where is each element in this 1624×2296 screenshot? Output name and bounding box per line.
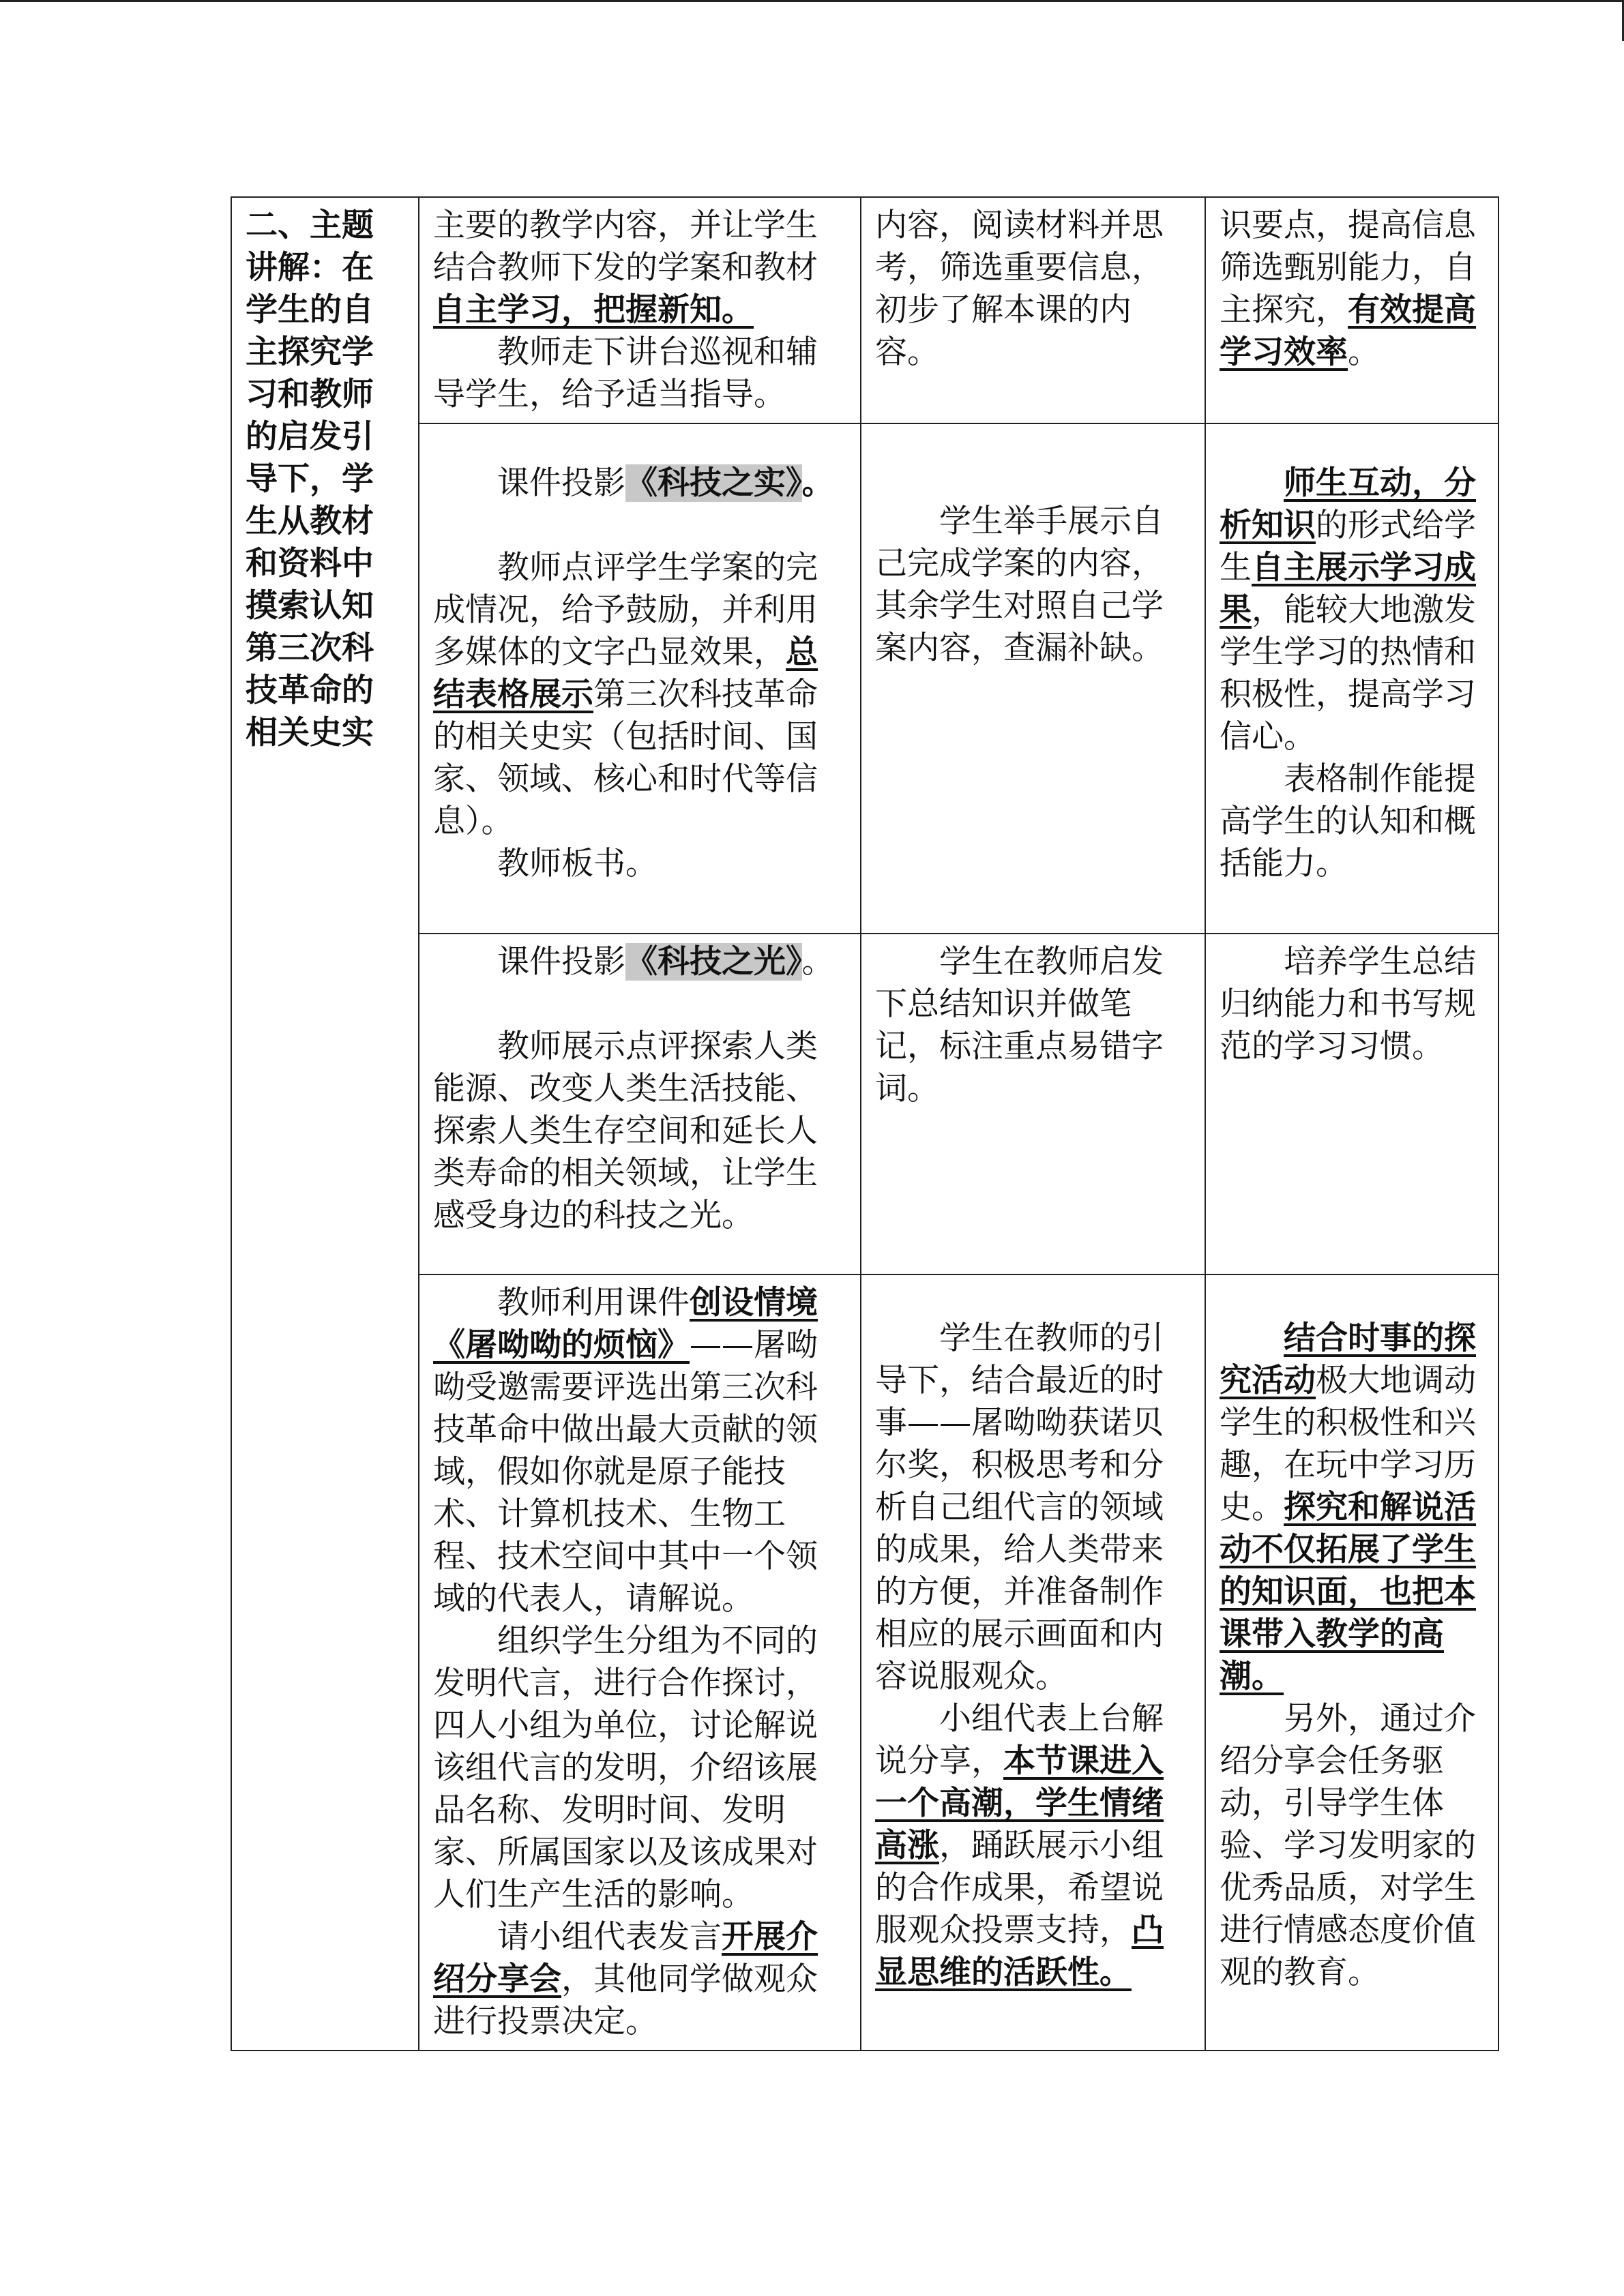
- paragraph: [1220, 462, 1484, 758]
- emphasis-text: 师生互动，分析知识: [1220, 464, 1476, 544]
- paragraph: [433, 462, 846, 505]
- text: 请小组代表发言: [497, 1918, 722, 1956]
- table-row: [231, 197, 1498, 423]
- lesson-plan-table: [231, 196, 1499, 2051]
- emphasis-text: 本节课进入一个高潮，学生情绪高涨: [875, 1742, 1164, 1864]
- paragraph: 培养学生总结归纳能力和书写规范的学习习惯。: [1220, 943, 1476, 1065]
- paragraph: [433, 205, 846, 331]
- table-row: [231, 934, 1498, 1274]
- teacher-activity-cell: [419, 423, 861, 934]
- text: 。: [1348, 333, 1380, 371]
- emphasis-text: 自主展示学习成果: [1220, 549, 1476, 629]
- design-intent-cell: [1205, 197, 1498, 423]
- emphasis-text: 开展介绍分享会: [433, 1918, 818, 1998]
- table-row: [231, 423, 1498, 934]
- paragraph: 学生在教师的引导下，结合最近的时事——屠呦呦获诺贝尔奖，积极思考和分析自己组代言的领域的成果，给人类带来的方便，并准备制作相应的展示画面和内容说服观众。: [875, 1320, 1164, 1695]
- text: 第三次科技革命的相关史实（包括时间、国家、领域、核心和时代等信息）。: [433, 676, 818, 840]
- emphasis-text: 结合时事的探究活动: [1220, 1320, 1476, 1399]
- text: 识要点，提高信息筛选甄别能力，自主探究，: [1220, 207, 1476, 329]
- text: 极大地调动学生的积极性和兴趣，在玩中学习历史。: [1220, 1362, 1476, 1526]
- text: ，其他同学做观众进行投票决定。: [433, 1960, 818, 2040]
- text: 主要的教学内容，并让学生结合教师下发的学案和教材: [433, 207, 818, 286]
- text: ，能较大地激发学生学习的热情和积极性，提高学习信心。: [1220, 591, 1476, 756]
- emphasis-text: 凸显思维的活跃性。: [875, 1911, 1164, 1991]
- student-activity-cell: [861, 934, 1205, 1274]
- design-intent-cell: [1205, 934, 1498, 1274]
- teacher-activity-cell: [419, 1274, 861, 2051]
- design-intent-cell: [1205, 423, 1498, 934]
- paragraph: [1220, 205, 1484, 374]
- design-intent-cell: [1205, 1274, 1498, 2051]
- student-activity-cell: [861, 423, 1205, 934]
- emphasis-text: 有效提高学习效率: [1220, 291, 1476, 371]
- paragraph: [1220, 1317, 1484, 1698]
- paragraph: 内容，阅读材料并思考，筛选重要信息，初步了解本课的内容。: [875, 207, 1164, 371]
- stage-label-cell: [231, 197, 419, 2051]
- highlighted-title: 《科技之实》: [625, 464, 802, 502]
- highlighted-title: 《科技之光》: [625, 943, 802, 981]
- emphasis-text: 创设情境《屠呦呦的烦恼》: [433, 1284, 818, 1364]
- text: 课件投影: [497, 464, 625, 502]
- table-row: [231, 1274, 1498, 2051]
- text: 小组代表上台解说分享，: [875, 1700, 1164, 1780]
- text: 。: [801, 943, 834, 981]
- paragraph: 教师板书。: [497, 845, 658, 882]
- emphasis-text: 自主学习，把握新知。: [433, 291, 754, 329]
- paragraph: [875, 1698, 1191, 1994]
- paragraph: 教师走下讲台巡视和辅导学生，给予适当指导。: [433, 333, 818, 413]
- paragraph: [433, 547, 846, 843]
- text: 的形式给学生: [1220, 507, 1476, 586]
- text: ——屠呦呦受邀需要评选出第三次科技革命中做出最大贡献的领域，假如你就是原子能技术、计算机技术、生物工程、技术空间中其中一个领域的代表人，请解说。: [433, 1326, 818, 1617]
- paragraph: 学生举手展示自己完成学案的内容，其余学生对照自己学案内容，查漏补缺。: [875, 503, 1164, 667]
- emphasis-text: 总结表格展示: [433, 633, 818, 713]
- text: 。: [801, 464, 834, 502]
- paragraph: 组织学生分组为不同的发明代言，进行合作探讨，四人小组为单位，讨论解说该组代言的发明，介绍该展品名称、发明时间、发明家、所属国家以及该成果对人们生产生活的影响。: [433, 1622, 818, 1913]
- text: ，踊跃展示小组的合作成果，希望说服观众投票支持，: [875, 1827, 1164, 1949]
- paragraph: [433, 1916, 846, 2043]
- paragraph: 表格制作能提高学生的认知和概括能力。: [1220, 760, 1476, 882]
- text: 教师点评学生学案的完成情况，给予鼓励，并利用多媒体的文字凸显效果，: [433, 549, 818, 671]
- student-activity-cell: [861, 197, 1205, 423]
- emphasis-text: 探究和解说活动不仅拓展了学生的知识面，也把本课带入教学的高潮。: [1220, 1489, 1476, 1695]
- paragraph: [433, 1282, 846, 1620]
- page-top-border: [0, 0, 1624, 2]
- teacher-activity-cell: [419, 934, 861, 1274]
- paragraph: 另外，通过介绍分享会任务驱动，引导学生体验、学习发明家的优秀品质，对学生进行情感态度价值观的教育。: [1220, 1700, 1476, 1991]
- teacher-activity-cell: [419, 197, 861, 423]
- paragraph: 学生在教师启发下总结知识并做笔记，标注重点易错字词。: [875, 943, 1164, 1107]
- text: 教师利用课件: [497, 1284, 690, 1322]
- paragraph: 教师展示点评探索人类能源、改变人类生活技能、探索人类生存空间和延长人类寿命的相关领域，让学生感受身边的科技之光。: [433, 1028, 818, 1234]
- student-activity-cell: [861, 1274, 1205, 2051]
- text: 课件投影: [497, 943, 625, 981]
- stage-label: 二、主题讲解：在学生的自主探究学习和教师的启发引导下，学生从教材和资料中摸索认知第三次科技革命的相关史实: [246, 207, 374, 751]
- paragraph: [433, 941, 846, 983]
